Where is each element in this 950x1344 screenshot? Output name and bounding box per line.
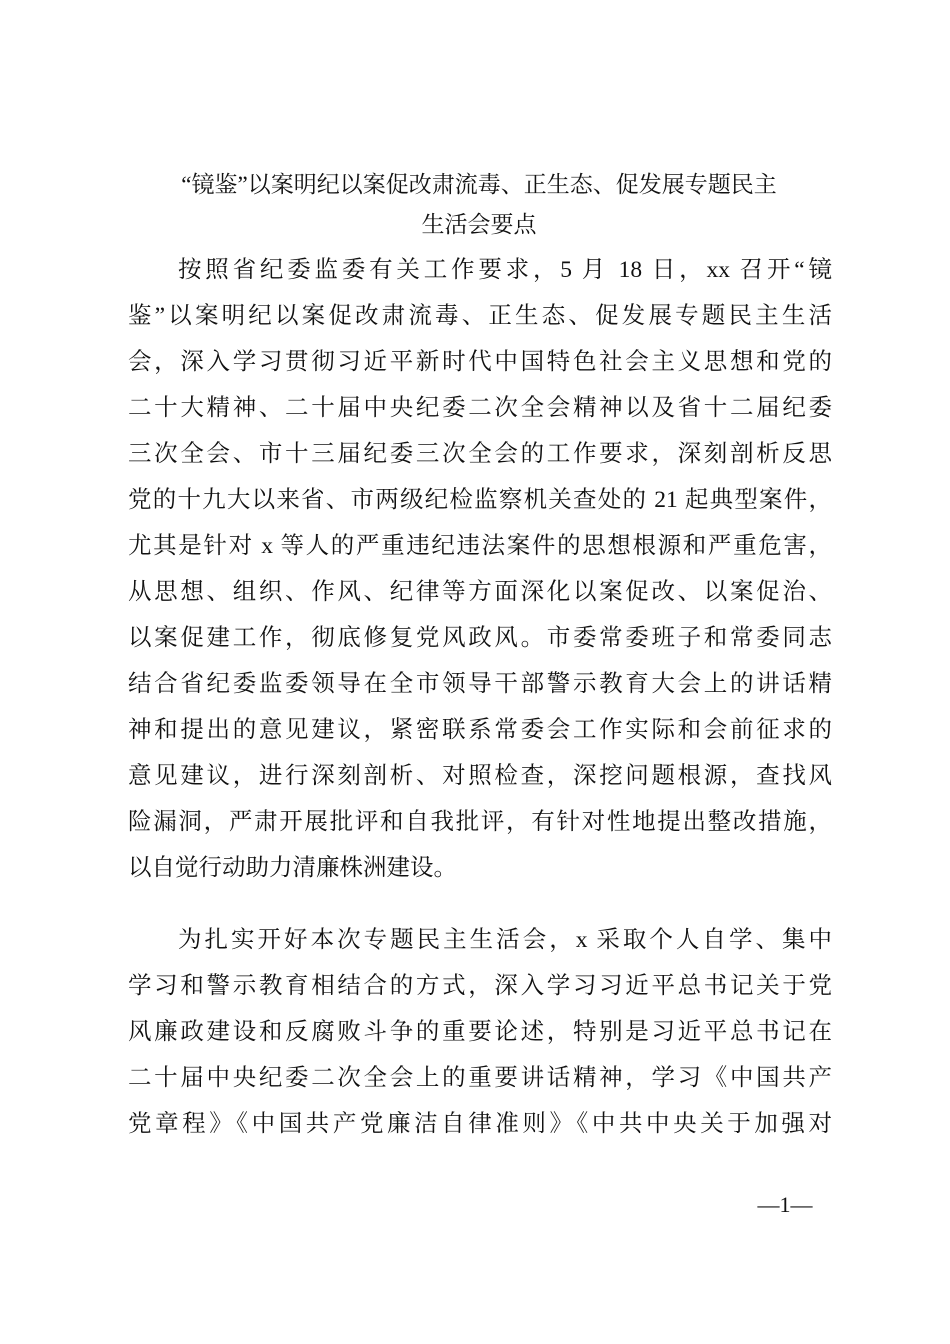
document-body — [128, 247, 832, 1147]
text-line: 从思想、组织、作风、纪律等方面深化以案促改、以案促治、 — [128, 579, 832, 605]
text-line: 以自觉行动助力清廉株洲建设。 — [128, 855, 457, 881]
document-title — [128, 165, 830, 245]
text-line: 以案促建工作，彻底修复党风政风。市委常委班子和常委同志 — [128, 625, 832, 651]
page-number: —1— — [757, 1192, 813, 1217]
text-line: 按照省纪委监委有关工作要求，5 月 18 日，xx 召开“镜 — [178, 257, 832, 283]
text-line: 尤其是针对 x 等人的严重违纪违法案件的思想根源和严重危害， — [128, 533, 832, 559]
text-line: 二十大精神、二十届中央纪委二次全会精神以及省十二届纪委 — [128, 395, 832, 421]
text-line: 结合省纪委监委领导在全市领导干部警示教育大会上的讲话精 — [128, 671, 832, 697]
text-line: 神和提出的意见建议，紧密联系常委会工作实际和会前征求的 — [128, 717, 832, 743]
text-line: 党章程》《中国共产党廉洁自律准则》《中共中央关于加强对 — [128, 1111, 832, 1137]
text-line: 风廉政建设和反腐败斗争的重要论述，特别是习近平总书记在 — [128, 1019, 832, 1045]
text-line: 鉴”以案明纪以案促改肃流毒、正生态、促发展专题民主生活 — [128, 303, 832, 329]
title-line: 生活会要点 — [421, 212, 537, 237]
text-line: 会，深入学习贯彻习近平新时代中国特色社会主义思想和党的 — [128, 349, 832, 375]
paragraph-1 — [128, 247, 832, 891]
text-line: 三次全会、市十三届纪委三次全会的工作要求，深刻剖析反思 — [128, 441, 832, 467]
text-line: 党的十九大以来省、市两级纪检监察机关查处的 21 起典型案件， — [128, 487, 832, 513]
text-line: 二十届中央纪委二次全会上的重要讲话精神，学习《中国共产 — [128, 1065, 832, 1091]
text-line: 意见建议，进行深刻剖析、对照检查，深挖问题根源，查找风 — [128, 763, 832, 789]
text-line: 为扎实开好本次专题民主生活会，x 采取个人自学、集中 — [178, 927, 832, 953]
text-line: 险漏洞，严肃开展批评和自我批评，有针对性地提出整改措施， — [128, 809, 832, 835]
text-line: 学习和警示教育相结合的方式，深入学习习近平总书记关于党 — [128, 973, 832, 999]
paragraph-2 — [128, 917, 832, 1147]
title-line: “镜鉴”以案明纪以案促改肃流毒、正生态、促发展专题民主 — [181, 172, 777, 197]
